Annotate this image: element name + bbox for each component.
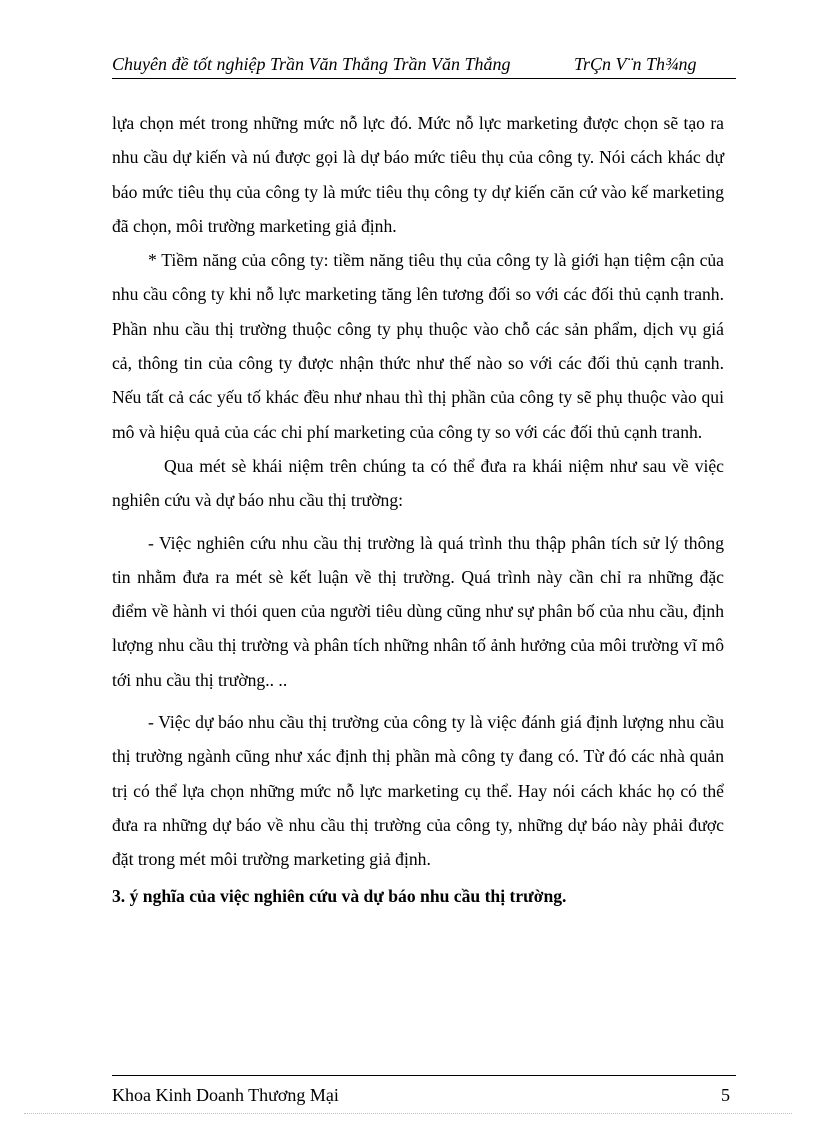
page-number: 5	[721, 1085, 730, 1105]
footer-faculty: Khoa Kinh Doanh Thương Mại	[112, 1085, 339, 1105]
page-header	[112, 52, 736, 76]
paragraph-company-potential: * Tiềm năng của công ty: tiềm năng tiêu thụ của công ty là giới hạn tiệm cận của nhu cầu công ty khi nỗ lực marketing tăng lên tương đối so với các đối thủ cạnh tranh. Phần nhu cầu thị trường thuộc công ty phụ thuộc vào chỗ các sản phẩm, dịch vụ giá cả, thông tin của công ty được nhận thức như thế nào so với các đối thủ cạnh tranh. Nếu tất cả các yếu tố khác đều như nhau thì thị phần của công ty sẽ phụ thuộc vào qui mô và hiệu quả của các chi phí marketing của công ty so với các đối thủ cạnh tranh.	[112, 250, 724, 442]
section-heading: 3. ý nghĩa của việc nghiên cứu và dự báo nhu cầu thị trường.	[112, 885, 567, 906]
document-body	[112, 106, 724, 913]
header-title: Chuyên đề tốt nghiệp Trần Văn Thắng Trần Văn Thắng	[112, 54, 511, 74]
paragraph-forecast-definition: - Việc dự báo nhu cầu thị trường của công ty là việc đánh giá định lượng nhu cầu thị trường ngành cũng như xác định thị phần mà công ty đang có. Từ đó các nhà quản trị có thể lựa chọn những mức nỗ lực marketing cụ thể. Hay nói cách khác họ có thể đưa ra những dự báo về nhu cầu thị trường của công ty, những dự báo này phải được đặt trong mét môi trường marketing giả định.	[112, 712, 724, 870]
paragraph-concepts-intro: Qua mét sè khái niệm trên chúng ta có thể đưa ra khái niệm như sau về việc nghiên cứu và dự báo nhu cầu thị trường:	[112, 455, 724, 511]
header-divider	[112, 78, 736, 79]
header-author: TrÇn V¨n Th¾ng	[574, 54, 697, 74]
paragraph-1: lựa chọn mét trong những mức nỗ lực đó. Mức nỗ lực marketing được chọn sẽ tạo ra nhu cầu dự kiến và nú được gọi là dự báo mức tiêu thụ của công ty. Nói cách khác dự báo mức tiêu thụ của công ty là mức tiêu thụ công ty dự kiến căn cứ vào kế marketing đã chọn, môi trường marketing giả định.	[112, 113, 724, 236]
page-footer	[112, 1083, 736, 1107]
spacer	[112, 697, 724, 705]
page-bottom-border	[24, 1113, 792, 1114]
footer-divider	[112, 1075, 736, 1076]
spacer	[112, 518, 724, 526]
paragraph-research-definition: - Việc nghiên cứu nhu cầu thị trường là quá trình thu thập phân tích sử lý thông tin nhằm đưa ra mét sè kết luận về thị trường. Quá trình này cần chỉ ra những đặc điểm về hành vi thói quen của người tiêu dùng cũng như sự phân bố của nhu cầu, định lượng nhu cầu thị trường và phân tích những nhân tố ảnh hưởng của môi trường vĩ mô tới nhu cầu thị trường.. ..	[112, 532, 724, 690]
